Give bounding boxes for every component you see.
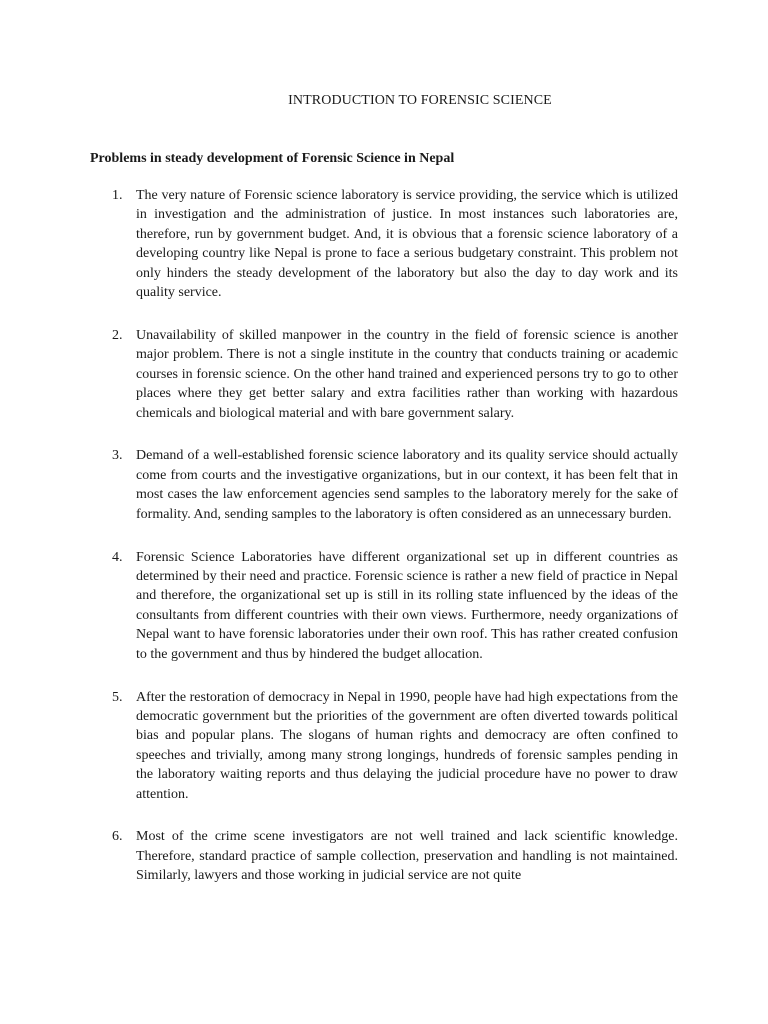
list-item bbox=[90, 326, 678, 423]
list-item bbox=[90, 827, 678, 885]
list-item bbox=[90, 688, 678, 804]
list-item-number: 6. bbox=[112, 829, 123, 845]
list-item-number: 2. bbox=[112, 327, 123, 343]
list-item-number: 5. bbox=[112, 689, 123, 705]
list-item-text: Unavailability of skilled manpower in the country in the field of forensic science is another major problem. There is not a single institute in the country that conducts training or academic courses in forensic science. On the other hand trained and experienced persons try to go to other places where they get better salary and extra facilities rather than working with hazardous chemicals and biological material and with bare government salary. bbox=[136, 327, 678, 421]
list-item-text: Forensic Science Laboratories have different organizational set up in different countries as determined by their need and practice. Forensic science is rather a new field of practice in Nepal and therefore, the organizational set up is still in its rolling state influenced by the ideas of the consultants from different countries with their own views. Furthermore, needy organizations of Nepal want to have forensic laboratories under their own roof. This has rather created confusion to the government and thus by hindered the budget allocation. bbox=[136, 549, 678, 662]
list-item-text: The very nature of Forensic science laboratory is service providing, the service which is utilized in investigation and the administration of justice. In most instances such laboratories are, therefore, run by government budget. And, it is obvious that a forensic science laboratory of a developing country like Nepal is prone to face a serious budgetary constraint. This problem not only hinders the steady development of the laboratory but also the day to day work and its quality service. bbox=[136, 188, 678, 301]
document-title: INTRODUCTION TO FORENSIC SCIENCE bbox=[288, 93, 552, 108]
list-item-number: 1. bbox=[112, 188, 123, 203]
list-item bbox=[90, 186, 678, 302]
list-item-text: Demand of a well-established forensic science laboratory and its quality service should actually come from courts and the investigative organizations, but in our context, it has been felt that in most cases the law enforcement agencies send samples to the laboratory merely for the sake of formality. And, sending samples to the laboratory is often considered as an unnecessary burden. bbox=[136, 448, 678, 522]
list-item bbox=[90, 548, 678, 664]
problems-list bbox=[90, 186, 678, 909]
list-item-text: After the restoration of democracy in Nepal in 1990, people have had high expectations from the democratic government but the priorities of the government are often diverted towards political bias and popular plans. The slogans of human rights and democracy are often confined to speeches and trivially, among many strong longings, hundreds of forensic samples pending in the laboratory waiting reports and thus delaying the judicial procedure have no power to draw attention. bbox=[136, 689, 678, 802]
list-item bbox=[90, 446, 678, 524]
list-item-number: 3. bbox=[112, 448, 123, 464]
list-item-text: Most of the crime scene investigators are not well trained and lack scientific knowledge. Therefore, standard practice of sample collection, preservation and handling is not maintained. Similarly, lawyers and those working in judicial service are not quite bbox=[136, 829, 678, 884]
section-heading: Problems in steady development of Forensic Science in Nepal bbox=[90, 151, 455, 166]
list-item-number: 4. bbox=[112, 549, 123, 565]
